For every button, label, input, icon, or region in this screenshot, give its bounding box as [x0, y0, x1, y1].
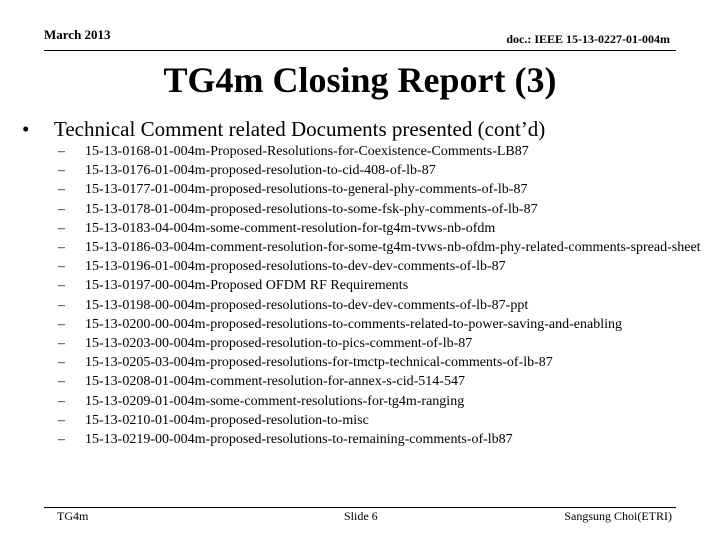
- dash-marker: –: [58, 297, 65, 313]
- bullet-text: Technical Comment related Documents presented (cont’d): [54, 117, 546, 141]
- list-item-text: 15-13-0205-03-004m-proposed-resolutions-for-tmctp-technical-comments-of-lb-87: [85, 355, 553, 371]
- slide-title: TG4m Closing Report (3): [163, 60, 557, 100]
- list-item: [58, 411, 720, 430]
- document-list: [58, 142, 720, 449]
- footer-divider: [44, 507, 676, 508]
- footer-slide-number: Slide 6: [344, 509, 378, 523]
- list-item-text: 15-13-0197-00-004m-Proposed OFDM RF Requirements: [85, 278, 409, 294]
- list-item: [58, 353, 720, 372]
- list-item: [58, 334, 720, 353]
- list-item-text: 15-13-0176-01-004m-proposed-resolution-to-cid-408-of-lb-87: [85, 163, 436, 179]
- list-item-text: 15-13-0209-01-004m-some-comment-resolutions-for-tg4m-ranging: [85, 393, 465, 409]
- list-item-text: 15-13-0203-00-004m-proposed-resolution-to-pics-comment-of-lb-87: [85, 336, 473, 352]
- list-item: [58, 372, 720, 391]
- dash-marker: –: [58, 240, 65, 256]
- list-item: [58, 180, 720, 199]
- list-item: [58, 142, 720, 161]
- dash-marker: –: [58, 182, 65, 198]
- dash-marker: –: [58, 412, 65, 428]
- dash-marker: –: [58, 374, 65, 390]
- list-item: [58, 315, 720, 334]
- footer-left: TG4m: [57, 509, 89, 523]
- list-item: [58, 257, 720, 276]
- dash-marker: –: [58, 163, 65, 179]
- list-item: [58, 200, 720, 219]
- list-item: [58, 392, 720, 411]
- list-item: [58, 219, 720, 238]
- list-item-text: 15-13-0178-01-004m-proposed-resolutions-to-some-fsk-phy-comments-of-lb-87: [85, 201, 538, 217]
- dash-marker: –: [58, 355, 65, 371]
- list-item-text: 15-13-0219-00-004m-proposed-resolutions-to-remaining-comments-of-lb87: [85, 432, 513, 448]
- header-divider: [44, 50, 676, 51]
- list-item-text: 15-13-0196-01-004m-proposed-resolutions-to-dev-dev-comments-of-lb-87: [85, 259, 506, 275]
- dash-marker: –: [58, 432, 65, 448]
- list-item-text: 15-13-0210-01-004m-proposed-resolution-to-misc: [85, 412, 369, 428]
- dash-marker: –: [58, 336, 65, 352]
- list-item-text: 15-13-0177-01-004m-proposed-resolutions-to-general-phy-comments-of-lb-87: [85, 182, 528, 198]
- list-item: [58, 238, 720, 257]
- dash-marker: –: [58, 144, 65, 159]
- list-item-text: 15-13-0198-00-004m-proposed-resolutions-to-dev-dev-comments-of-lb-87-ppt: [85, 297, 529, 313]
- list-item: [58, 430, 720, 449]
- dash-marker: –: [58, 278, 65, 294]
- list-item-text: 15-13-0186-03-004m-comment-resolution-for-some-tg4m-tvws-nb-ofdm-phy-related-comments-spread-sheet: [85, 240, 701, 256]
- list-item-text: 15-13-0183-04-004m-some-comment-resolution-for-tg4m-tvws-nb-ofdm: [85, 220, 496, 236]
- header-doc-id: doc.: IEEE 15-13-0227-01-004m: [506, 32, 670, 46]
- list-item-text: 15-13-0200-00-004m-proposed-resolutions-to-comments-related-to-power-saving-and-enabling: [85, 316, 623, 332]
- dash-marker: –: [58, 259, 65, 275]
- header-date: March 2013: [44, 27, 111, 42]
- dash-marker: –: [58, 316, 65, 332]
- dash-marker: –: [58, 201, 65, 217]
- list-item: [58, 296, 720, 315]
- list-item-text: 15-13-0168-01-004m-Proposed-Resolutions-for-Coexistence-Comments-LB87: [85, 144, 529, 159]
- list-item: [58, 276, 720, 295]
- list-item: [58, 161, 720, 180]
- footer-author: Sangsung Choi(ETRI): [564, 509, 672, 523]
- dash-marker: –: [58, 220, 65, 236]
- list-item-text: 15-13-0208-01-004m-comment-resolution-for-annex-s-cid-514-547: [85, 374, 465, 390]
- dash-marker: –: [58, 393, 65, 409]
- bullet-marker: •: [22, 117, 30, 141]
